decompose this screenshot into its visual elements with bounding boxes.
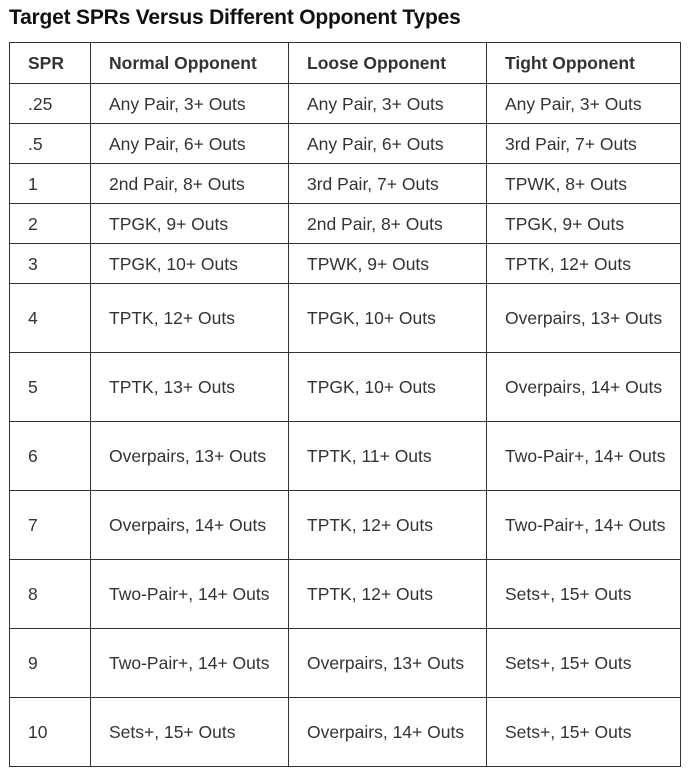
table-cell: TPTK, 11+ Outs — [289, 422, 487, 491]
table-cell: Any Pair, 6+ Outs — [91, 124, 289, 164]
spr-cell: .25 — [10, 84, 91, 124]
table-cell: TPGK, 9+ Outs — [91, 204, 289, 244]
table-cell: Two-Pair+, 14+ Outs — [91, 560, 289, 629]
table-cell: Two-Pair+, 14+ Outs — [91, 629, 289, 698]
table-row — [10, 244, 681, 284]
table-row — [10, 164, 681, 204]
table-cell: TPTK, 12+ Outs — [289, 491, 487, 560]
table-cell: TPTK, 13+ Outs — [91, 353, 289, 422]
table-cell: Sets+, 15+ Outs — [487, 698, 681, 767]
table-cell: 2nd Pair, 8+ Outs — [91, 164, 289, 204]
spr-cell: 2 — [10, 204, 91, 244]
column-header: Normal Opponent — [91, 43, 289, 84]
column-header: SPR — [10, 43, 91, 84]
table-cell: TPGK, 9+ Outs — [487, 204, 681, 244]
table-cell: TPTK, 12+ Outs — [91, 284, 289, 353]
header-row — [10, 43, 681, 84]
table-cell: Sets+, 15+ Outs — [91, 698, 289, 767]
table-cell: TPTK, 12+ Outs — [487, 244, 681, 284]
table-row — [10, 204, 681, 244]
table-cell: Any Pair, 3+ Outs — [487, 84, 681, 124]
table-cell: Overpairs, 13+ Outs — [91, 422, 289, 491]
table-cell: Overpairs, 14+ Outs — [487, 353, 681, 422]
spr-table — [9, 42, 681, 767]
table-row — [10, 560, 681, 629]
spr-cell: 1 — [10, 164, 91, 204]
table-cell: 2nd Pair, 8+ Outs — [289, 204, 487, 244]
table-cell: TPGK, 10+ Outs — [289, 353, 487, 422]
table-cell: 3rd Pair, 7+ Outs — [289, 164, 487, 204]
table-cell: Overpairs, 14+ Outs — [289, 698, 487, 767]
table-cell: Any Pair, 3+ Outs — [289, 84, 487, 124]
spr-cell: 5 — [10, 353, 91, 422]
table-cell: Sets+, 15+ Outs — [487, 629, 681, 698]
table-cell: Overpairs, 14+ Outs — [91, 491, 289, 560]
table-cell: TPWK, 8+ Outs — [487, 164, 681, 204]
table-cell: TPGK, 10+ Outs — [289, 284, 487, 353]
table-row — [10, 284, 681, 353]
table-cell: Overpairs, 13+ Outs — [487, 284, 681, 353]
table-cell: Two-Pair+, 14+ Outs — [487, 491, 681, 560]
table-cell: TPGK, 10+ Outs — [91, 244, 289, 284]
table-row — [10, 124, 681, 164]
spr-cell: 9 — [10, 629, 91, 698]
spr-cell: 10 — [10, 698, 91, 767]
spr-cell: 7 — [10, 491, 91, 560]
table-row — [10, 629, 681, 698]
table-cell: 3rd Pair, 7+ Outs — [487, 124, 681, 164]
table-cell: Any Pair, 6+ Outs — [289, 124, 487, 164]
table-row — [10, 698, 681, 767]
spr-cell: 6 — [10, 422, 91, 491]
table-row — [10, 491, 681, 560]
spr-cell: 8 — [10, 560, 91, 629]
table-row — [10, 353, 681, 422]
table-row — [10, 422, 681, 491]
table-cell: Two-Pair+, 14+ Outs — [487, 422, 681, 491]
spr-cell: 3 — [10, 244, 91, 284]
spr-cell: 4 — [10, 284, 91, 353]
table-cell: Sets+, 15+ Outs — [487, 560, 681, 629]
table-cell: Any Pair, 3+ Outs — [91, 84, 289, 124]
table-cell: TPWK, 9+ Outs — [289, 244, 487, 284]
table-cell: TPTK, 12+ Outs — [289, 560, 487, 629]
column-header: Loose Opponent — [289, 43, 487, 84]
column-header: Tight Opponent — [487, 43, 681, 84]
spr-cell: .5 — [10, 124, 91, 164]
table-cell: Overpairs, 13+ Outs — [289, 629, 487, 698]
table-title: Target SPRs Versus Different Opponent Types — [9, 6, 461, 29]
table-row — [10, 84, 681, 124]
